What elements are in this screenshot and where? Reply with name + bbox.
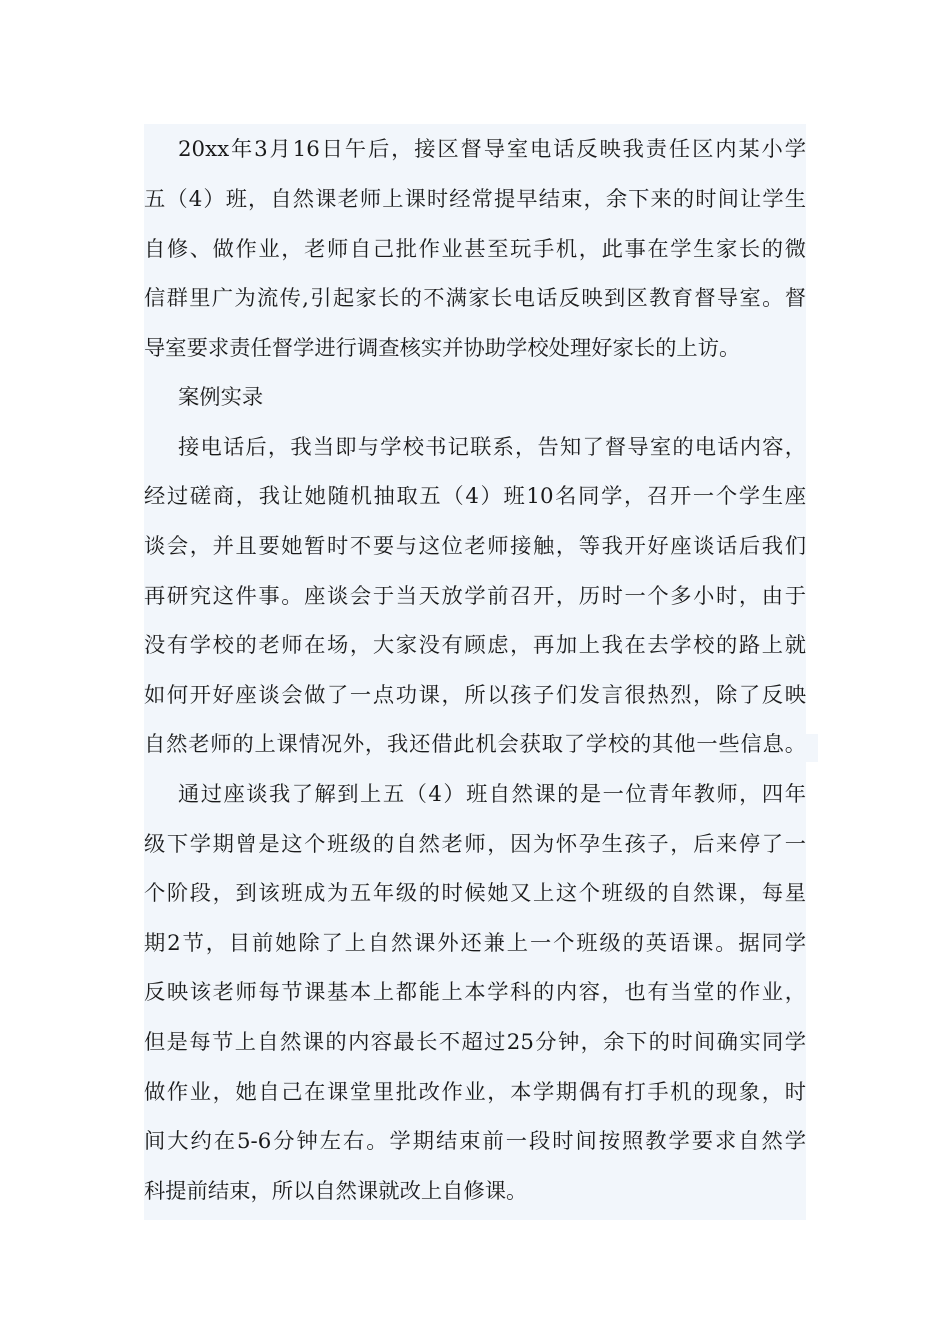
paragraph-line: 导室要求责任督学进行调查核实并协助学校处理好家长的上访。: [144, 336, 741, 361]
paragraph-line: 没有学校的老师在场，大家没有顾虑，再加上我在去学校的路上就: [144, 633, 806, 658]
paragraph-line: 反映该老师每节课基本上都能上本学科的内容，也有当堂的作业，: [144, 980, 806, 1005]
paragraph-line: 做作业，她自己在课堂里批改作业，本学期偶有打手机的现象，时: [144, 1080, 806, 1105]
paragraph-line: 谈会，并且要她暂时不要与这位老师接触，等我开好座谈话后我们: [144, 534, 806, 559]
paragraph-line: 自然老师的上课情况外，我还借此机会获取了学校的其他一些信息。: [144, 732, 806, 757]
paragraph-line: 五（4）班，自然课老师上课时经常提早结束，余下来的时间让学生: [144, 187, 806, 212]
section-heading: 案例实录: [178, 385, 264, 410]
paragraph-line: 信群里广为流传,引起家长的不满家长电话反映到区教育督导室。督: [144, 286, 806, 311]
paragraph-line: 科提前结束，所以自然课就改上自修课。: [144, 1179, 528, 1204]
paragraph-line: 期2节，目前她除了上自然课外还兼上一个班级的英语课。据同学: [144, 931, 806, 956]
paragraph-line: 间大约在5-6分钟左右。学期结束前一段时间按照教学要求自然学: [144, 1129, 806, 1154]
paragraph-line: 再研究这件事。座谈会于当天放学前召开，历时一个多小时，由于: [144, 584, 806, 609]
paragraph-line: 经过磋商，我让她随机抽取五（4）班10名同学，召开一个学生座: [144, 484, 806, 509]
paragraph-line: 个阶段，到该班成为五年级的时候她又上这个班级的自然课，每星: [144, 881, 806, 906]
document-body: [144, 124, 806, 1220]
paragraph-line: 通过座谈我了解到上五（4）班自然课的是一位青年教师，四年: [178, 782, 806, 807]
paragraph-line: 级下学期曾是这个班级的自然老师，因为怀孕生孩子，后来停了一: [144, 832, 806, 857]
paragraph-line: 如何开好座谈会做了一点功课，所以孩子们发言很热烈，除了反映: [144, 683, 806, 708]
paragraph-line: 接电话后，我当即与学校书记联系，告知了督导室的电话内容，: [178, 435, 806, 460]
paragraph-line: 自修、做作业，老师自己批作业甚至玩手机，此事在学生家长的微: [144, 237, 806, 262]
paragraph-line: 20xx年3月16日午后，接区督导室电话反映我责任区内某小学: [178, 137, 806, 162]
paragraph-line: 但是每节上自然课的内容最长不超过25分钟，余下的时间确实同学: [144, 1030, 806, 1055]
